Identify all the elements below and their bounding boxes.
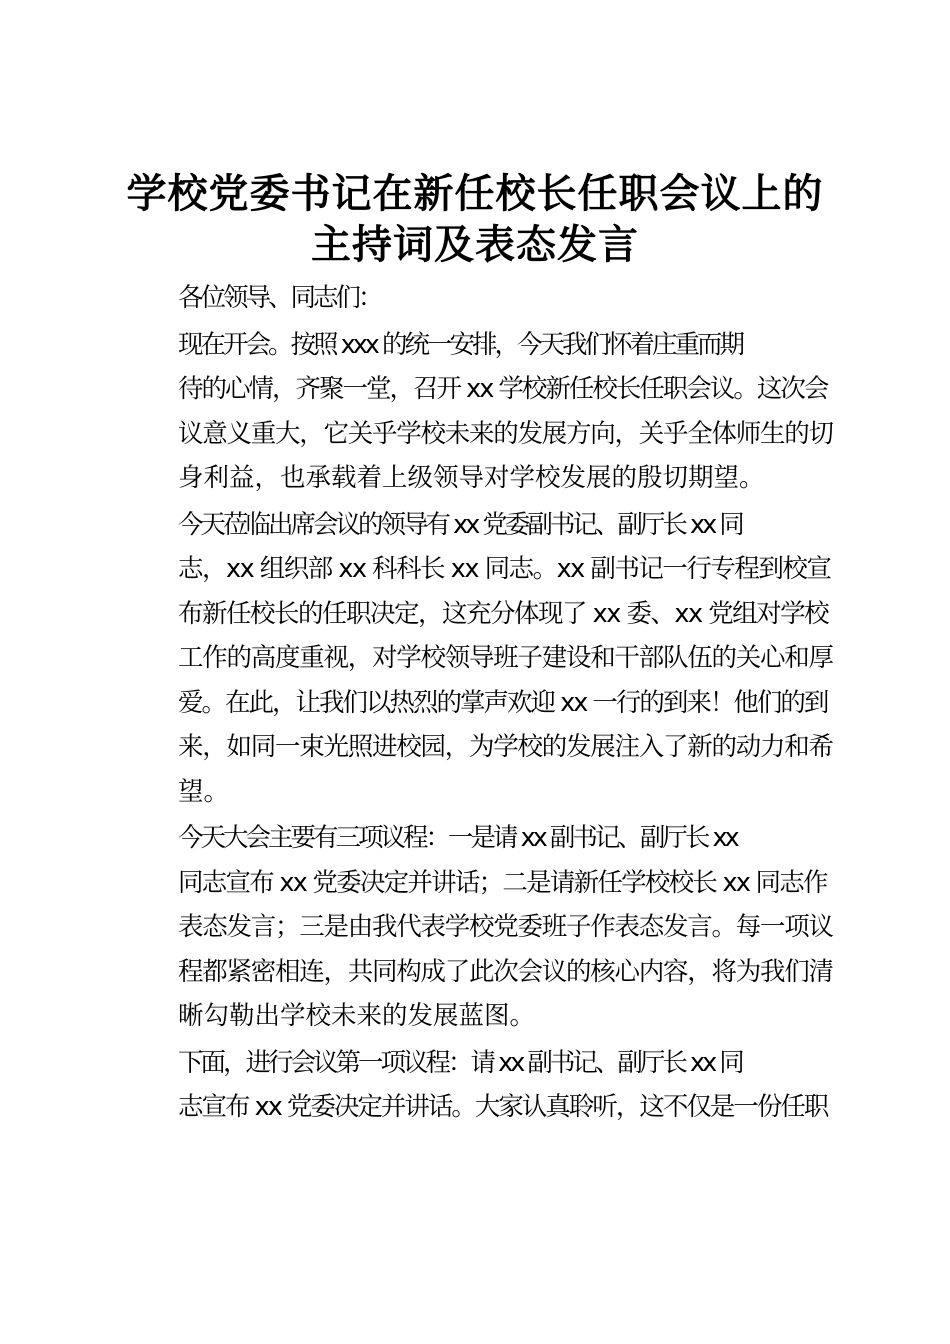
text-line: 待的心情，齐聚一堂，召开 xx 学校新任校长任职会议。这次会 bbox=[178, 374, 828, 404]
paragraph-guests bbox=[127, 503, 833, 815]
text-line: 同志宣布 xx 党委决定并讲话；二是请新任学校校长 xx 同志作 bbox=[178, 867, 827, 898]
text-line: 布新任校长的任职决定，这充分体现了 xx 委、xx 党组对学校 bbox=[178, 598, 829, 629]
paragraph-agenda bbox=[127, 816, 833, 1039]
text-line: 议意义重大，它关乎学校未来的发展方向，关乎全体师生的切 bbox=[178, 418, 833, 449]
text-line: 志宣布 xx 党委决定并讲话。大家认真聆听，这不仅是一份任职 bbox=[178, 1092, 828, 1122]
title-line-1: 学校党委书记在新任校长任职会议上的 bbox=[126, 170, 824, 217]
title-line-2: 主持词及表态发言 bbox=[311, 221, 639, 268]
text-line: 晰勾勒出学校未来的发展蓝图。 bbox=[178, 1001, 536, 1031]
paragraph-salutation bbox=[127, 276, 833, 321]
text-line: 今天大会主要有三项议程：一是请 xx 副书记、副厅长 xx bbox=[178, 823, 737, 853]
text-line: 望。 bbox=[178, 776, 230, 807]
text-line: 表态发言；三是由我代表学校党委班子作表态发言。每一项议 bbox=[178, 912, 833, 942]
text-line: 来，如同一束光照进校园，为学校的发展注入了新的动力和希 bbox=[178, 732, 833, 762]
text-line: 下面，进行会议第一项议程：请 xx 副书记、副厅长 xx 同 bbox=[178, 1047, 742, 1078]
text-line: 爱。在此，让我们以热烈的掌声欢迎 xx 一行的到来！他们的到 bbox=[178, 687, 828, 718]
text-line: 现在开会。按照 xxx 的统一安排，今天我们怀着庄重而期 bbox=[178, 329, 742, 360]
paragraph-first-item bbox=[127, 1041, 833, 1130]
text-line: 志，xx 组织部 xx 科科长 xx 同志。xx 副书记一行专程到校宣 bbox=[178, 554, 831, 584]
text-line: 各位领导、同志们： bbox=[178, 283, 381, 313]
text-line: 程都紧密相连，共同构成了此次会议的核心内容，将为我们清 bbox=[178, 956, 833, 987]
document-title bbox=[110, 168, 840, 270]
document-body bbox=[127, 276, 833, 1130]
text-line: 工作的高度重视，对学校领导班子建设和干部队伍的关心和厚 bbox=[178, 643, 833, 673]
text-line: 身利益，也承载着上级领导对学校发展的殷切期望。 bbox=[178, 463, 765, 493]
paragraph-opening bbox=[127, 323, 833, 501]
text-line: 今天莅临出席会议的领导有 xx 党委副书记、副厅长 xx 同 bbox=[178, 509, 742, 540]
